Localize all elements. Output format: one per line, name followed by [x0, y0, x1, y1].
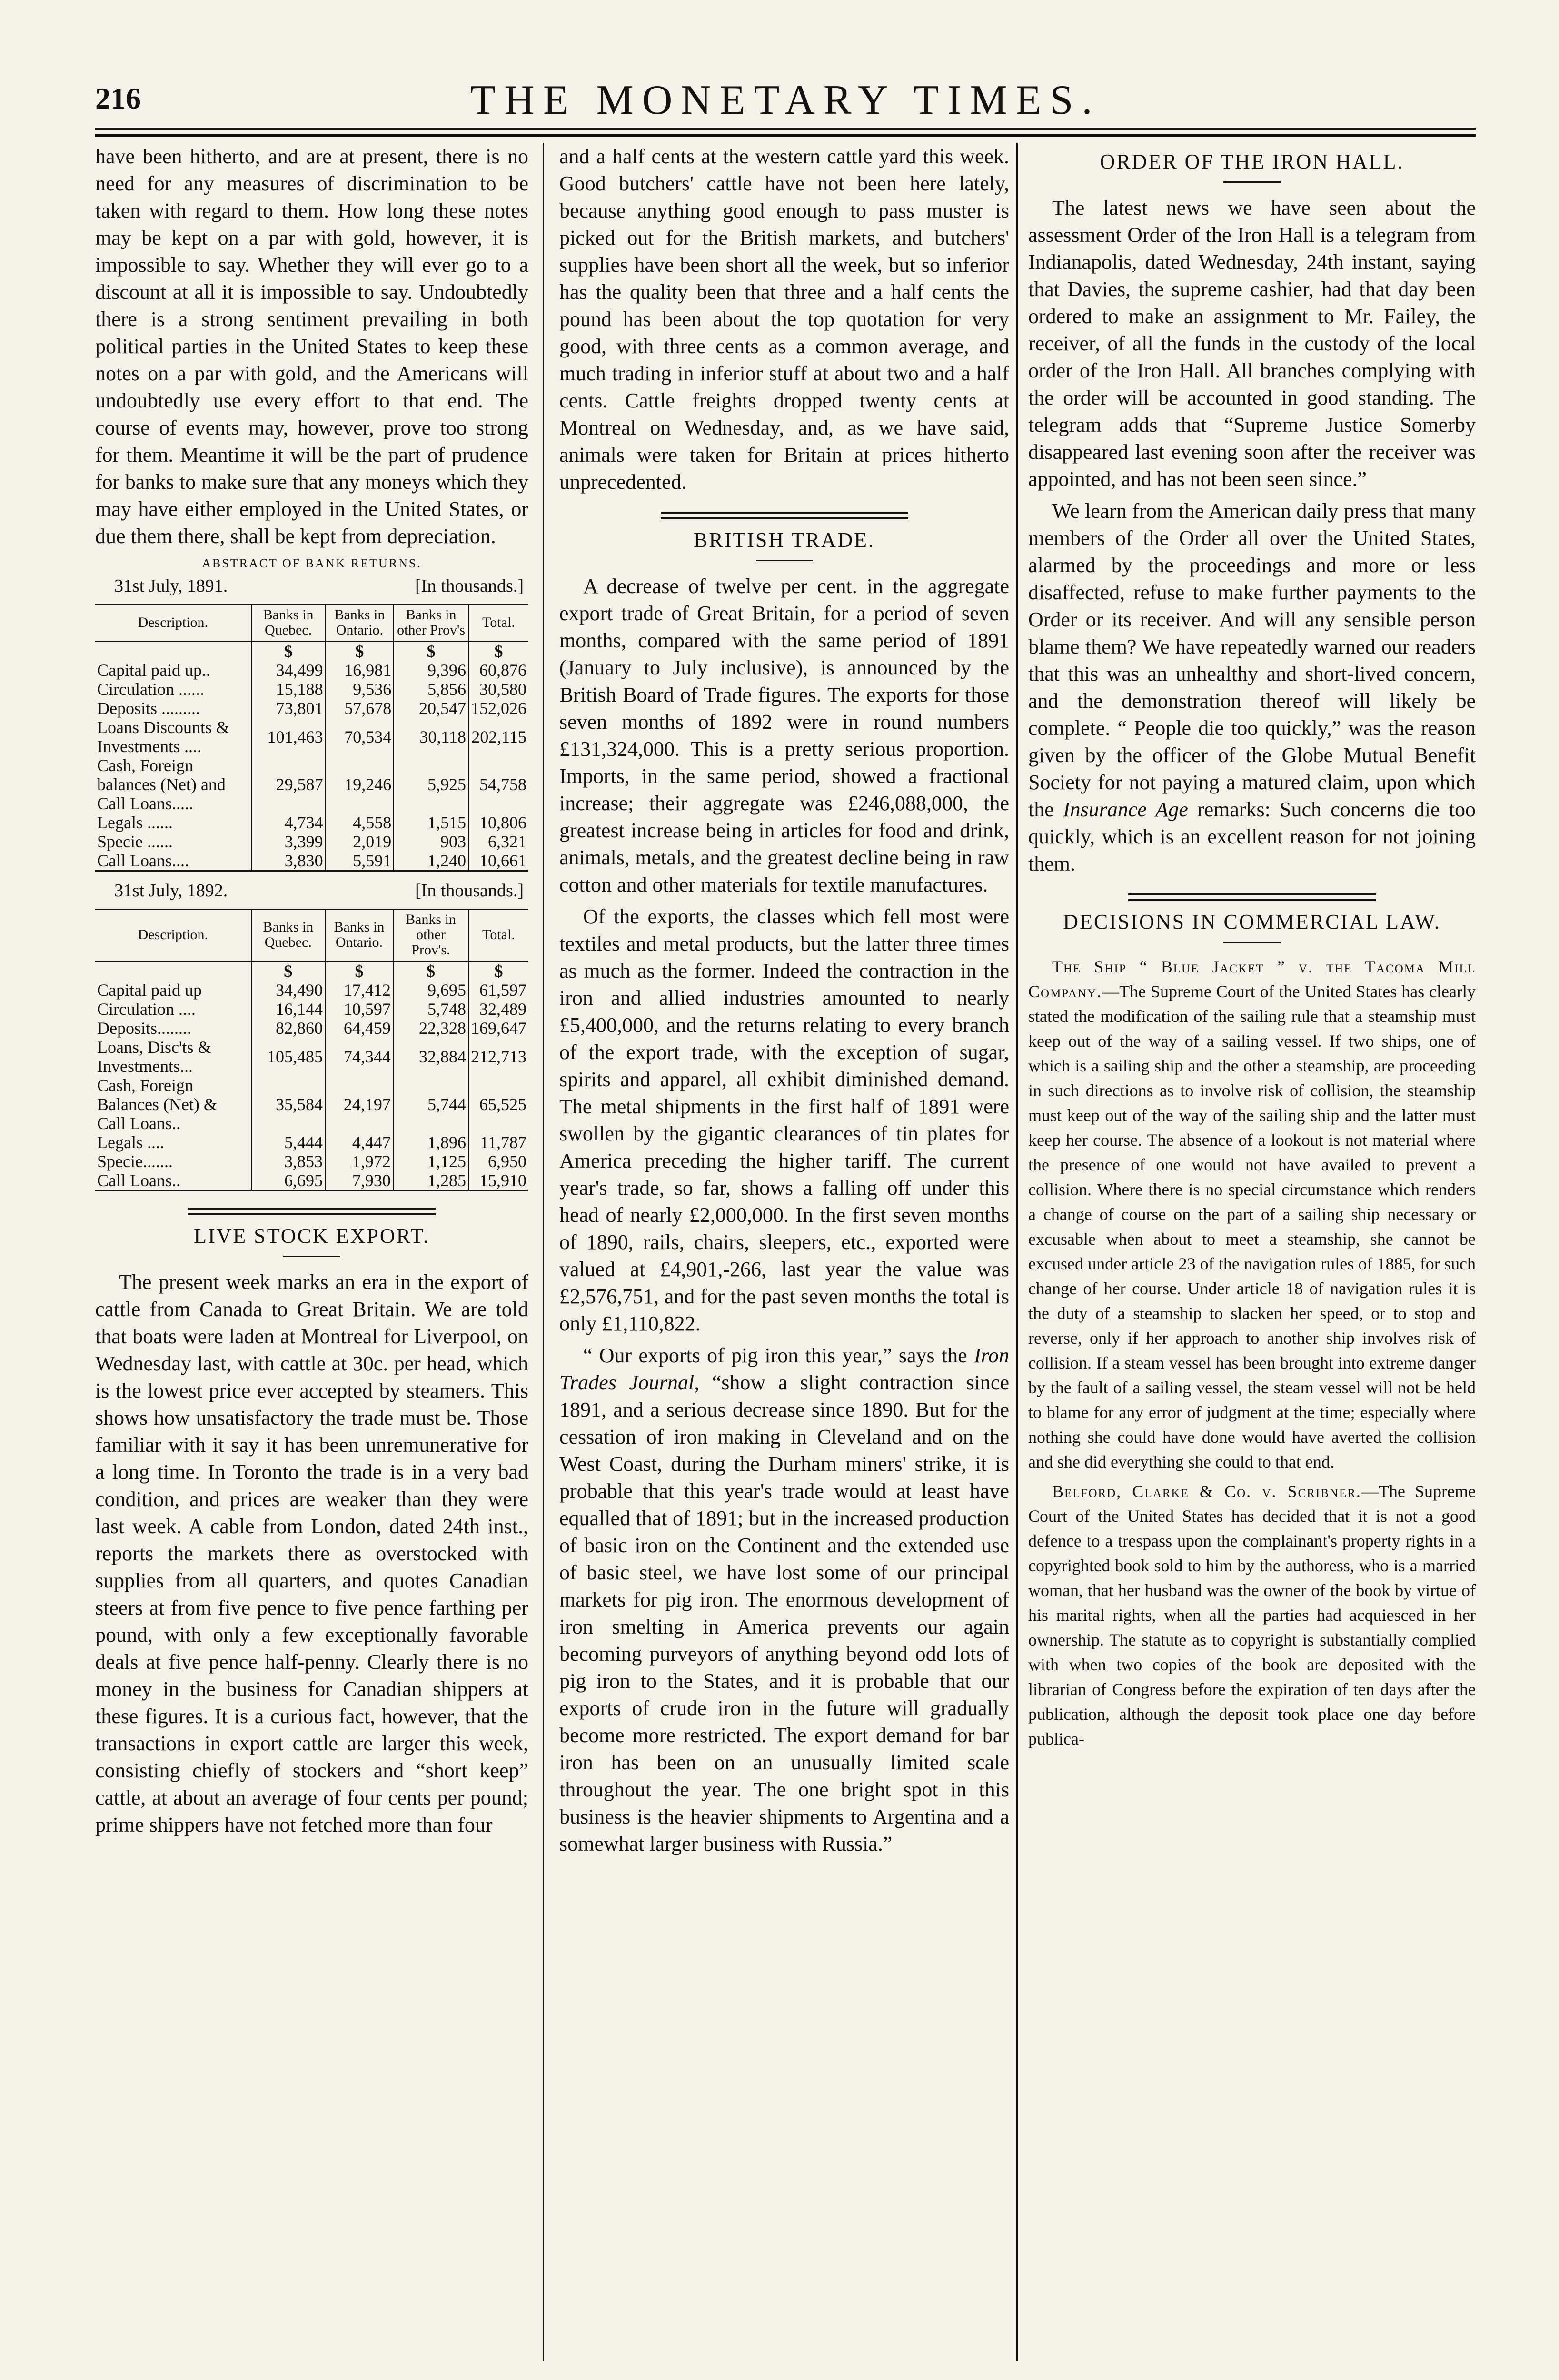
- page-number: 216: [95, 81, 141, 115]
- table-cell: 15,188: [251, 680, 326, 699]
- header-rule-secondary: [95, 134, 1476, 137]
- column-header: Description.: [95, 605, 251, 642]
- table-cell: 15,910: [468, 1171, 528, 1191]
- heading-rule: [1223, 942, 1281, 943]
- table-cell: 903: [394, 832, 468, 851]
- table-cell: 35,584: [251, 1076, 325, 1133]
- table-cell: 34,490: [251, 981, 325, 1000]
- case-paragraph: [1028, 954, 1476, 1474]
- currency-row: [95, 961, 528, 981]
- row-label: Circulation ....: [97, 1000, 196, 1019]
- table-cell: 5,591: [326, 851, 394, 871]
- heading-rule: [283, 1256, 340, 1257]
- case-title: Belford, Clarke & Co. v. Scribner.: [1052, 1482, 1361, 1501]
- table-cell: 73,801: [251, 699, 326, 718]
- table-cell: 169,647: [468, 1019, 528, 1038]
- section-heading: ORDER OF THE IRON HALL.: [1100, 150, 1404, 173]
- table-cell: 74,344: [325, 1038, 393, 1076]
- section-heading: LIVE STOCK EXPORT.: [194, 1224, 430, 1248]
- table-cell: 32,884: [393, 1038, 468, 1076]
- table-cell: 6,321: [468, 832, 528, 851]
- row-label: Specie ......: [97, 832, 173, 851]
- table-cell: 30,118: [394, 718, 468, 756]
- currency-row: [95, 641, 528, 661]
- table-section-title: ABSTRACT OF BANK RETURNS.: [202, 556, 422, 570]
- table-cell: 11,787: [468, 1133, 528, 1152]
- text-run: remarks: Such concerns die too quickly, which is an excellent reason for not joining them.: [1028, 798, 1476, 875]
- table-unit: [In thousands.]: [415, 576, 524, 596]
- table-cell: 17,412: [325, 981, 393, 1000]
- table-cell: 29,587: [251, 756, 326, 813]
- column-header: Total.: [468, 605, 528, 642]
- row-label: Legals ....: [97, 1133, 164, 1152]
- table-cell: 3,399: [251, 832, 326, 851]
- column-header: Banks in Ontario.: [326, 605, 394, 642]
- column-right: [1028, 143, 1476, 2356]
- row-label: Call Loans....: [95, 851, 251, 871]
- table-cell: 24,197: [325, 1076, 393, 1133]
- table-cell: 212,713: [468, 1038, 528, 1076]
- row-label: Legals ......: [97, 813, 173, 832]
- bank-returns-table-1891: [95, 604, 528, 872]
- table-cell: 4,558: [326, 813, 394, 832]
- case-paragraph: [1028, 1479, 1476, 1751]
- row-label: Deposits .........: [97, 699, 200, 718]
- currency-cell: $: [326, 641, 394, 661]
- paragraph: and a half cents at the western cattle yard this week. Good butchers' cattle have not been here lately, because anything good enough to pass muster is picked out for the British markets, and butchers' supplies have been short all the week, but so inferior has the quality been that three and a half cents the pound has been about the top quotation for very good, with three cents as a common average, and much trading in inferior stuff at about two and a half cents. Cattle freights dropped twenty cents at Montreal on Wednesday, and, as we have said, animals were taken for Britain at prices hitherto unprecedented.: [559, 145, 1009, 494]
- table-cell: 1,125: [393, 1152, 468, 1171]
- table-cell: 34,499: [251, 661, 326, 680]
- table-cell: 5,444: [251, 1133, 325, 1152]
- table-row: [95, 1019, 528, 1038]
- table-cell: 5,856: [394, 680, 468, 699]
- table-caption: [95, 880, 528, 909]
- table-row: [95, 1171, 528, 1191]
- column-header: Description.: [95, 910, 251, 962]
- table-row: [95, 718, 528, 756]
- table-row: [95, 1076, 528, 1133]
- table-cell: 19,246: [326, 756, 394, 813]
- table-date: 31st July, 1892.: [114, 881, 228, 901]
- column-middle: [559, 143, 1009, 2356]
- column-header: Banks in other Prov's.: [393, 910, 468, 962]
- table-cell: 3,853: [251, 1152, 325, 1171]
- table-row: [95, 756, 528, 813]
- header-rule: [95, 128, 1476, 130]
- table-cell: 6,950: [468, 1152, 528, 1171]
- table-cell: 10,806: [468, 813, 528, 832]
- column-header: Banks in Quebec.: [251, 910, 325, 962]
- text-run: , “show a slight contraction since 1891, and a serious decrease since 1890. But for the cessation of iron making in Cleveland and on the West Coast, during the Durham miners' strike, it is probable that this year's trade would at least have equalled that of 1891; but in the increased production of basic iron on the Continent and the extended use of basic steel, we have lost some of our principal markets for pig iron. The enormous development of iron smelting in America prevents our again becoming purveyors of anything beyond odd lots of pig iron to the States, and it is probable that our exports of crude iron in the future will gradually become more restricted. The export demand for bar iron has been on an unusually limited scale throughout the year. The one bright spot in this business is the heavier shipments to Argentina and a somewhat larger business with Russia.”: [559, 1371, 1009, 1855]
- heading-rule: [1223, 181, 1281, 183]
- paragraph: [559, 1342, 1009, 1857]
- masthead-title: THE MONETARY TIMES.: [470, 77, 1101, 123]
- row-label: Cash, Foreign balances (Net) and Call Loans.....: [97, 756, 226, 813]
- column-header: Total.: [468, 910, 528, 962]
- table-cell: 1,285: [393, 1171, 468, 1191]
- table-cell: 20,547: [394, 699, 468, 718]
- table-cell: 32,489: [468, 1000, 528, 1019]
- publication-title: Iron Trades Journal: [559, 1344, 1009, 1394]
- table-cell: 16,981: [326, 661, 394, 680]
- table-row: [95, 813, 528, 832]
- table-cell: 5,925: [394, 756, 468, 813]
- currency-cell: $: [393, 961, 468, 981]
- currency-cell: $: [394, 641, 468, 661]
- table-row: [95, 680, 528, 699]
- table-cell: 82,860: [251, 1019, 325, 1038]
- table-cell: 1,896: [393, 1133, 468, 1152]
- column-left: [95, 143, 528, 2356]
- column-divider: [543, 143, 544, 2361]
- table-cell: 64,459: [325, 1019, 393, 1038]
- table-cell: 70,534: [326, 718, 394, 756]
- section-divider: [661, 512, 908, 519]
- table-cell: 61,597: [468, 981, 528, 1000]
- table-unit: [In thousands.]: [415, 881, 524, 901]
- table-cell: 65,525: [468, 1076, 528, 1133]
- paragraph: have been hitherto, and are at present, there is no need for any measures of discrimination to be taken with regard to them. How long these notes may be kept on a par with gold, however, it is impossible to say. Whether they will ever go to a discount at all it is impossible to say. Undoubtedly there is a strong sentiment prevailing in both political parties in the United States to keep these notes on a par with gold, and the Americans will undoubtedly use every effort to that end. The course of events may, however, prove too strong for them. Meantime it will be the part of prudence for banks to make sure that any moneys which they may have either employed in the United States, or due them there, shall be kept from depreciation.: [95, 145, 528, 548]
- table-row: [95, 1133, 528, 1152]
- table-cell: 152,026: [468, 699, 528, 718]
- currency-cell: [95, 641, 251, 661]
- page-header: [95, 76, 1476, 133]
- paragraph: The latest news we have seen about the assessment Order of the Iron Hall is a telegram from Indianapolis, dated Wednesday, 24th instant, saying that Davies, the supreme cashier, had that day been ordered to make an assignment to Mr. Failey, the receiver, of all the funds in the custody of the local order of the Iron Hall. All branches complying with the order will be accounted in good standing. The telegram adds that “Supreme Justice Somerby disappeared last evening soon after the receiver was appointed, and has not been seen since.”: [1028, 196, 1476, 491]
- table-cell: 60,876: [468, 661, 528, 680]
- row-label: Loans, Disc'ts & Investments...: [97, 1038, 211, 1076]
- table-cell: 105,485: [251, 1038, 325, 1076]
- paragraph: [1028, 497, 1476, 877]
- section-divider: [188, 1208, 436, 1215]
- table-row: [95, 661, 528, 680]
- table-cell: 57,678: [326, 699, 394, 718]
- text-run: “ Our exports of pig iron this year,” says the: [583, 1344, 974, 1367]
- table-row: [95, 699, 528, 718]
- column-header: Banks in other Prov's: [394, 605, 468, 642]
- table-row: [95, 832, 528, 851]
- row-label: Specie.......: [97, 1152, 173, 1171]
- table-cell: 10,661: [468, 851, 528, 871]
- column-divider: [1016, 143, 1018, 2361]
- table-row: [95, 1152, 528, 1171]
- table-row: [95, 981, 528, 1000]
- currency-cell: [95, 961, 251, 981]
- section-heading: BRITISH TRADE.: [694, 528, 875, 552]
- table-cell: 4,734: [251, 813, 326, 832]
- table-cell: 2,019: [326, 832, 394, 851]
- currency-cell: $: [325, 961, 393, 981]
- table-cell: 10,597: [325, 1000, 393, 1019]
- heading-rule: [756, 560, 813, 561]
- currency-cell: $: [468, 961, 528, 981]
- table-cell: 101,463: [251, 718, 326, 756]
- table-date: 31st July, 1891.: [114, 576, 228, 596]
- currency-cell: $: [251, 961, 325, 981]
- table-cell: 5,744: [393, 1076, 468, 1133]
- table-cell: 9,695: [393, 981, 468, 1000]
- table-cell: 6,695: [251, 1171, 325, 1191]
- case-body: —The Supreme Court of the United States has clearly stated the modification of the sailing rule that a steamship must keep out of the way of a sailing vessel. If two ships, one of which is a sailing ship and the other a steamship, are proceeding in such directions as to involve risk of collision, the steamship must keep out of the way of the sailing ship and the latter must keep her course. The absence of a lookout is not material where the presence of one would not have availed to prevent a collision. Where there is no special circumstance which renders a change of course on the part of a sailing ship necessary or excusable when about to meet a steamship, she cannot be excused under article 23 of the navigation rules of 1885, for such change of her course. Under article 18 of navigation rules it is the duty of a steamship to slacken her speed, or to stop and reverse, only if her approach to another ship involves risk of collision. If a steam vessel has been brought into extreme danger by the fault of a sailing vessel, the steam vessel will not be held to blame for any error of judgment at the time; especially where nothing she could have done would have averted the collision and she did everything she could to that end.: [1028, 982, 1476, 1471]
- column-header: Banks in Quebec.: [251, 605, 326, 642]
- table-cell: 4,447: [325, 1133, 393, 1152]
- table-row: [95, 851, 528, 871]
- table-cell: 1,240: [394, 851, 468, 871]
- paragraph: The present week marks an era in the export of cattle from Canada to Great Britain. We are told that boats were laden at Montreal for Liverpool, on Wednesday last, with cattle at 30c. per head, which is the lowest price ever accepted by steamers. This shows how unsatisfactory the trade must be. Those familiar with it say it has been unremunerative for a long time. In Toronto the trade is in a very bad condition, and prices are weaker than they were last week. A cable from London, dated 24th inst., reports the markets there as overstocked with supplies from all quarters, and quotes Canadian steers at from five pence to five pence farthing per pound, with only a few exceptionally favorable deals at five pence half-penny. Clearly there is no money in the business for Canadian shippers at these figures. It is a curious fact, however, that the transactions in export cattle are larger this week, consisting chiefly of stockers and “short keep” cattle, at about an average of four cents per pound; prime shippers have not fetched more than four: [95, 1270, 528, 1836]
- currency-cell: $: [468, 641, 528, 661]
- table-cell: 54,758: [468, 756, 528, 813]
- row-label: Capital paid up: [97, 981, 202, 1000]
- table-cell: 30,580: [468, 680, 528, 699]
- table-row: [95, 1000, 528, 1019]
- row-label: Call Loans..: [95, 1171, 251, 1191]
- section-divider: [1128, 893, 1376, 901]
- table-cell: 22,328: [393, 1019, 468, 1038]
- table-cell: 16,144: [251, 1000, 325, 1019]
- table-cell: 1,972: [325, 1152, 393, 1171]
- publication-title: Insurance Age: [1063, 798, 1188, 821]
- bank-returns-table-1892: [95, 909, 528, 1191]
- section-heading: DECISIONS IN COMMERCIAL LAW.: [1063, 910, 1441, 933]
- row-label: Capital paid up..: [97, 661, 210, 680]
- table-caption: [95, 575, 528, 604]
- row-label: Loans Discounts & Investments ....: [97, 718, 229, 756]
- currency-cell: $: [251, 641, 326, 661]
- paragraph: Of the exports, the classes which fell most were textiles and metal products, but the latter three times as much as the former. Indeed the contraction in the iron and allied industries amounted to nearly £5,400,000, and the returns relating to every branch of the export trade, with the exception of sugar, spirits and apparel, all exhibit diminished demand. The metal shipments in the first half of 1891 were swollen by the gigantic clearances of tin plates for America preceding the higher tariff. The current year's trade, so far, shows a falling off under this head of nearly £2,000,000. In the first seven months of 1890, rails, chairs, sleepers, etc., exported were valued at £4,901,-266, last year the value was £2,576,751, and for the past seven months the total is only £1,110,822.: [559, 905, 1009, 1335]
- row-label: Circulation ......: [97, 680, 204, 699]
- row-label: Deposits........: [97, 1019, 191, 1038]
- row-label: Cash, Foreign Balances (Net) & Call Loans..: [97, 1076, 217, 1133]
- table-row: [95, 1038, 528, 1076]
- table-cell: 1,515: [394, 813, 468, 832]
- case-body: —The Supreme Court of the United States has decided that it is not a good defence to a trespass upon the complainant's property rights in a copyrighted book sold to him by the authoress, who is a married woman, that her husband was the owner of the book by virtue of his marital rights, when all the parties had acquiesced in her ownership. The statute as to copyright is substantially complied with when two copies of the book are deposited with the librarian of Congress before the expiration of ten days after the publication, although the deposit took place one day before publica-: [1028, 1482, 1476, 1748]
- paragraph: A decrease of twelve per cent. in the aggregate export trade of Great Britain, for a period of seven months, compared with the same period of 1891 (January to July inclusive), is announced by the British Board of Trade figures. The exports for those seven months of 1892 were in round numbers £131,324,000. This is a pretty serious proportion. Imports, in the same period, showed a fractional increase; their aggregate was £246,088,000, the greatest increase being in articles for food and drink, animals, metals, and the greatest decline being in raw cotton and other materials for textile manufactures.: [559, 575, 1009, 896]
- table-cell: 9,396: [394, 661, 468, 680]
- table-cell: 7,930: [325, 1171, 393, 1191]
- table-cell: 202,115: [468, 718, 528, 756]
- table-cell: 5,748: [393, 1000, 468, 1019]
- case-title: The Ship “ Blue Jacket ” v. the Tacoma Mill Company.: [1028, 957, 1476, 1001]
- text-run: We learn from the American daily press that many members of the Order all over the United States, alarmed by the proceedings and more or less disaffected, refuse to make further payments to the Order or its receiver. And will any sensible person blame them? We have repeatedly warned our readers that this was an unhealthy and short-lived concern, and the demonstration thereof will likely be complete. “ People die too quickly,” was the reason given by the officer of the Globe Mutual Benefit Society for not paying a matured claim, upon which the: [1028, 499, 1476, 821]
- table-cell: 3,830: [251, 851, 326, 871]
- column-header: Banks in Ontario.: [325, 910, 393, 962]
- table-cell: 9,536: [326, 680, 394, 699]
